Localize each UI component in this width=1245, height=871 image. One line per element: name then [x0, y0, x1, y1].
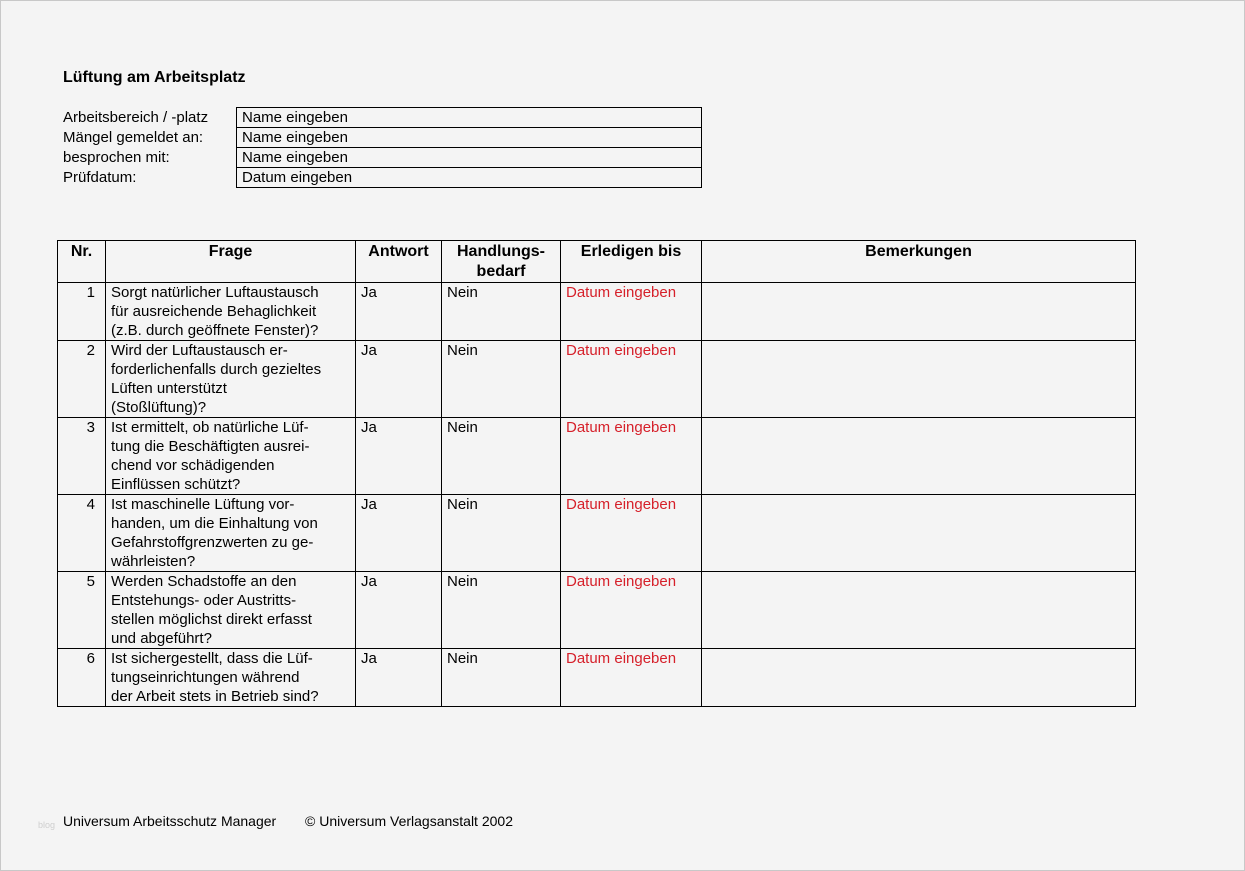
field-row — [62, 108, 702, 128]
pruefdatum-field[interactable]: Datum eingeben — [237, 168, 702, 188]
question-line: tung die Beschäftigten ausrei- — [111, 438, 310, 455]
field-row — [62, 128, 702, 148]
question-line: Einflüssen schützt? — [111, 476, 241, 493]
answer-cell[interactable]: Ja — [356, 283, 442, 341]
question-cell — [106, 418, 356, 495]
question-line: forderlichenfalls durch gezieltes — [111, 361, 322, 378]
question-line: Ist sichergestellt, dass die Lüf- — [111, 650, 313, 667]
document-title: Lüftung am Arbeitsplatz — [63, 69, 246, 86]
question-cell — [106, 283, 356, 341]
question-line: Lüften unterstützt — [111, 380, 227, 397]
row-number: 3 — [58, 418, 106, 495]
column-header-frage: Frage — [106, 241, 356, 283]
row-number: 5 — [58, 572, 106, 649]
answer-cell[interactable]: Ja — [356, 495, 442, 572]
question-line: Ist maschinelle Lüftung vor- — [111, 496, 295, 513]
action-needed-cell[interactable]: Nein — [442, 495, 561, 572]
question-line: währleisten? — [111, 553, 196, 570]
action-needed-cell[interactable]: Nein — [442, 418, 561, 495]
remarks-cell[interactable] — [702, 495, 1136, 572]
watermark: blog — [38, 820, 56, 830]
row-number: 1 — [58, 283, 106, 341]
question-line: Gefahrstoffgrenzwerten zu ge- — [111, 534, 314, 551]
header-line: bedarf — [476, 263, 526, 280]
table-row — [58, 341, 1136, 418]
question-cell — [106, 649, 356, 707]
due-date-cell[interactable]: Datum eingeben — [561, 649, 702, 707]
field-row — [62, 148, 702, 168]
question-line: (Stoßlüftung)? — [111, 399, 207, 416]
due-date-cell[interactable]: Datum eingeben — [561, 341, 702, 418]
table-row — [58, 495, 1136, 572]
checklist-table — [57, 240, 1136, 707]
answer-cell[interactable]: Ja — [356, 418, 442, 495]
field-label: besprochen mit: — [63, 148, 170, 166]
action-needed-cell[interactable]: Nein — [442, 341, 561, 418]
remarks-cell[interactable] — [702, 649, 1136, 707]
remarks-cell[interactable] — [702, 418, 1136, 495]
table-row — [58, 649, 1136, 707]
action-needed-cell[interactable]: Nein — [442, 283, 561, 341]
table-row — [58, 418, 1136, 495]
table-row — [58, 572, 1136, 649]
action-needed-cell[interactable]: Nein — [442, 572, 561, 649]
field-label: Prüfdatum: — [63, 168, 137, 186]
answer-cell[interactable]: Ja — [356, 572, 442, 649]
question-line: Werden Schadstoffe an den — [111, 573, 297, 590]
answer-cell[interactable]: Ja — [356, 341, 442, 418]
column-header-bemerkungen: Bemerkungen — [702, 241, 1136, 283]
table-row — [58, 283, 1136, 341]
question-cell — [106, 341, 356, 418]
column-header-erledigen-bis: Erledigen bis — [561, 241, 702, 283]
question-line: für ausreichende Behaglichkeit — [111, 303, 317, 320]
column-header-handlungsbedarf — [442, 241, 561, 283]
question-cell — [106, 572, 356, 649]
due-date-cell[interactable]: Datum eingeben — [561, 572, 702, 649]
question-line: chend vor schädigenden — [111, 457, 275, 474]
remarks-cell[interactable] — [702, 572, 1136, 649]
question-line: Sorgt natürlicher Luftaustausch — [111, 284, 319, 301]
question-line: Ist ermittelt, ob natürliche Lüf- — [111, 419, 309, 436]
field-label: Arbeitsbereich / -platz — [63, 108, 209, 126]
question-cell — [106, 495, 356, 572]
due-date-cell[interactable]: Datum eingeben — [561, 418, 702, 495]
maengel-gemeldet-field[interactable]: Name eingeben — [237, 128, 702, 148]
answer-cell[interactable]: Ja — [356, 649, 442, 707]
row-number: 2 — [58, 341, 106, 418]
question-line: (z.B. durch geöffnete Fenster)? — [111, 322, 319, 339]
due-date-cell[interactable]: Datum eingeben — [561, 495, 702, 572]
question-line: stellen möglichst direkt erfasst — [111, 611, 312, 628]
question-line: Entstehungs- oder Austritts- — [111, 592, 297, 609]
field-label: Mängel gemeldet an: — [63, 128, 204, 146]
footer-copyright: © Universum Verlagsanstalt 2002 — [305, 813, 513, 829]
question-line: tungseinrichtungen während — [111, 669, 300, 686]
arbeitsbereich-field[interactable]: Name eingeben — [237, 108, 702, 128]
question-line: handen, um die Einhaltung von — [111, 515, 318, 532]
besprochen-mit-field[interactable]: Name eingeben — [237, 148, 702, 168]
due-date-cell[interactable]: Datum eingeben — [561, 283, 702, 341]
row-number: 6 — [58, 649, 106, 707]
question-line: Wird der Luftaustausch er- — [111, 342, 288, 359]
footer-product: Universum Arbeitsschutz Manager — [63, 813, 277, 829]
question-line: und abgeführt? — [111, 630, 212, 647]
column-header-antwort: Antwort — [356, 241, 442, 283]
header-line: Handlungs- — [457, 243, 545, 260]
question-line: der Arbeit stets in Betrieb sind? — [111, 688, 319, 705]
row-number: 4 — [58, 495, 106, 572]
remarks-cell[interactable] — [702, 341, 1136, 418]
header-row — [58, 241, 1136, 283]
header-fields — [62, 107, 702, 188]
column-header-nr: Nr. — [58, 241, 106, 283]
remarks-cell[interactable] — [702, 283, 1136, 341]
action-needed-cell[interactable]: Nein — [442, 649, 561, 707]
field-row — [62, 168, 702, 188]
